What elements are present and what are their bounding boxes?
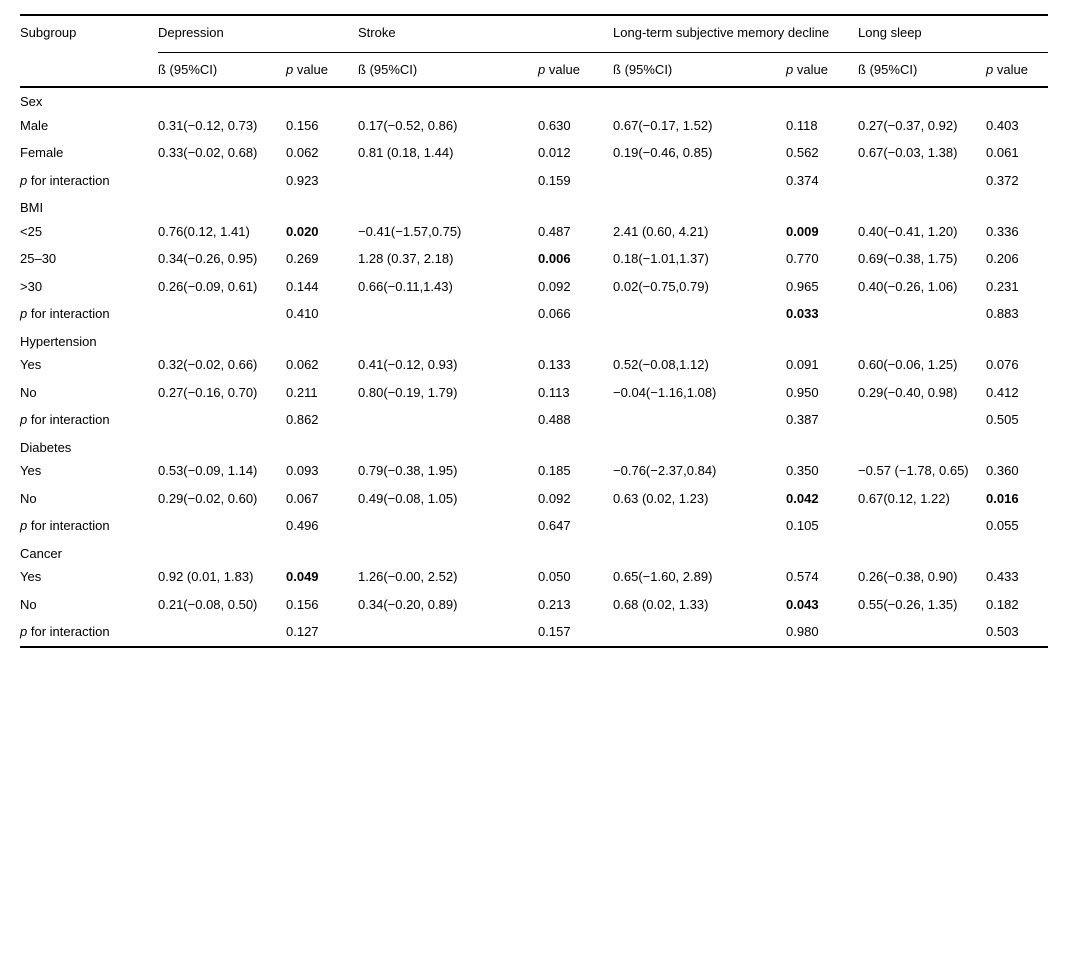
p-rest: value (545, 61, 580, 77)
col-header-beta-ci: ß (95%CI) (358, 52, 538, 87)
section-label: Diabetes (20, 439, 72, 455)
p-value-cell: 0.185 (538, 463, 571, 478)
p-value-cell: 0.055 (986, 518, 1019, 533)
table-row (20, 379, 1048, 407)
p-value-cell: 0.061 (986, 145, 1019, 160)
p-value-cell: 0.157 (538, 624, 571, 639)
section-label: BMI (20, 200, 44, 215)
p-value-cell: 0.042 (786, 490, 819, 506)
col-header-memory-decline: Long-term subjective memory decline (613, 15, 858, 52)
col-header-beta-ci: ß (95%CI) (613, 52, 786, 87)
p-italic: p (538, 61, 546, 77)
beta-ci-cell: 0.67(−0.03, 1.38) (858, 145, 958, 160)
p-value-cell: 0.156 (286, 117, 319, 133)
p-value-cell: 0.574 (786, 569, 819, 584)
p-value-cell: 0.503 (986, 624, 1019, 639)
beta-ci-cell (858, 300, 986, 328)
beta-ci-cell: 0.29(−0.02, 0.60) (158, 490, 258, 506)
section-row (20, 328, 1048, 352)
p-value-cell: 0.496 (286, 518, 319, 533)
p-italic: p (286, 61, 294, 77)
p-rest: value (793, 61, 828, 77)
p-value-cell: 0.009 (786, 223, 819, 239)
beta-ci-cell (358, 300, 538, 328)
p-italic: p (786, 61, 794, 77)
beta-ci-cell: 0.27(−0.16, 0.70) (158, 384, 258, 400)
p-value-cell: 0.372 (986, 172, 1019, 188)
beta-ci-cell (613, 167, 786, 195)
p-value-cell: 0.182 (986, 596, 1019, 612)
row-label: Yes (20, 463, 42, 478)
p-value-cell: 0.133 (538, 357, 571, 372)
table-row (20, 112, 1048, 140)
beta-ci-cell: 0.29(−0.40, 0.98) (858, 384, 958, 400)
p-value-cell: 0.033 (786, 306, 819, 321)
section-row (20, 540, 1048, 564)
row-label: >30 (20, 278, 43, 294)
beta-ci-cell: 0.27(−0.37, 0.92) (858, 117, 958, 133)
p-value-cell: 0.076 (986, 357, 1019, 372)
beta-ci-cell: −0.04(−1.16,1.08) (613, 384, 717, 400)
beta-ci-cell: 0.79(−0.38, 1.95) (358, 463, 458, 478)
p-value-cell: 0.269 (286, 251, 319, 266)
p-value-cell: 0.092 (538, 278, 571, 294)
table-row (20, 485, 1048, 513)
p-value-cell: 0.092 (538, 490, 571, 506)
p-value-cell: 0.488 (538, 412, 571, 427)
row-label: p for interaction (20, 172, 110, 188)
interaction-row (20, 512, 1048, 540)
beta-ci-cell: 0.66(−0.11,1.43) (358, 278, 453, 294)
p-value-cell: 0.374 (786, 172, 819, 188)
section-label: Sex (20, 94, 43, 109)
row-label: <25 (20, 223, 43, 239)
col-header-stroke: Stroke (358, 15, 613, 52)
section-row (20, 434, 1048, 458)
row-label: p for interaction (20, 624, 110, 639)
beta-ci-cell: 0.18(−1.01,1.37) (613, 251, 709, 266)
p-value-cell: 0.016 (986, 490, 1019, 506)
col-header-p-value (986, 52, 1048, 87)
p-value-cell: 0.105 (786, 518, 819, 533)
beta-ci-cell: 1.28 (0.37, 2.18) (358, 251, 454, 266)
beta-ci-cell: 0.21(−0.08, 0.50) (158, 596, 258, 612)
p-value-cell: 0.012 (538, 145, 571, 160)
p-value-cell: 0.144 (286, 278, 319, 294)
p-value-cell: 0.965 (786, 278, 819, 294)
beta-ci-cell (613, 618, 786, 647)
section-label: Hypertension (20, 333, 97, 349)
beta-ci-cell: 0.63 (0.02, 1.23) (613, 490, 709, 506)
table-row (20, 245, 1048, 273)
beta-ci-cell: 0.33(−0.02, 0.68) (158, 145, 258, 160)
section-row (20, 87, 1048, 112)
group-header-row (20, 15, 1048, 52)
beta-ci-cell (358, 512, 538, 540)
beta-ci-cell (613, 406, 786, 434)
col-header-p-value (286, 52, 358, 87)
beta-ci-cell (858, 618, 986, 647)
beta-ci-cell: 1.26(−0.00, 2.52) (358, 569, 458, 584)
table-body (20, 87, 1048, 647)
beta-ci-cell: 0.76(0.12, 1.41) (158, 223, 250, 239)
row-label: 25–30 (20, 251, 57, 266)
table-row (20, 457, 1048, 485)
beta-ci-cell: 0.41(−0.12, 0.93) (358, 357, 458, 372)
beta-ci-cell (613, 300, 786, 328)
table-row (20, 273, 1048, 301)
row-label: Yes (20, 569, 42, 584)
interaction-row (20, 618, 1048, 647)
p-value-cell: 0.980 (786, 624, 819, 639)
p-italic: p (986, 61, 994, 77)
beta-ci-cell (858, 406, 986, 434)
beta-ci-cell: 0.34(−0.20, 0.89) (358, 596, 458, 612)
table-row (20, 591, 1048, 619)
p-value-cell: 0.050 (538, 569, 571, 584)
beta-ci-cell (858, 512, 986, 540)
beta-ci-cell: 0.26(−0.09, 0.61) (158, 278, 258, 294)
beta-ci-cell (858, 167, 986, 195)
row-label: Male (20, 117, 49, 133)
p-value-cell: 0.883 (986, 306, 1019, 321)
beta-ci-cell: 0.34(−0.26, 0.95) (158, 251, 258, 266)
beta-ci-cell (358, 406, 538, 434)
p-value-cell: 0.647 (538, 518, 571, 533)
beta-ci-cell: −0.76(−2.37,0.84) (613, 463, 717, 478)
beta-ci-cell: 0.55(−0.26, 1.35) (858, 596, 958, 612)
p-value-cell: 0.093 (286, 463, 319, 478)
beta-ci-cell: 0.67(−0.17, 1.52) (613, 117, 713, 133)
row-label: Yes (20, 357, 42, 372)
beta-ci-cell: 0.32(−0.02, 0.66) (158, 357, 258, 372)
beta-ci-cell: −0.41(−1.57,0.75) (358, 223, 462, 239)
beta-ci-cell (613, 512, 786, 540)
p-value-cell: 0.387 (786, 412, 819, 427)
col-header-long-sleep: Long sleep (858, 15, 1048, 52)
row-label: No (20, 490, 37, 506)
beta-ci-cell: 0.52(−0.08,1.12) (613, 357, 709, 372)
beta-ci-cell (158, 300, 286, 328)
beta-ci-cell: 0.92 (0.01, 1.83) (158, 569, 254, 584)
sub-header-row (20, 52, 1048, 87)
beta-ci-cell: 0.31(−0.12, 0.73) (158, 117, 258, 133)
beta-ci-cell: 0.65(−1.60, 2.89) (613, 569, 713, 584)
interaction-row (20, 167, 1048, 195)
beta-ci-cell: −0.57 (−1.78, 0.65) (858, 463, 969, 478)
beta-ci-cell: 0.69(−0.38, 1.75) (858, 251, 958, 266)
interaction-row (20, 406, 1048, 434)
table-row (20, 351, 1048, 379)
row-label: p for interaction (20, 306, 110, 321)
p-value-cell: 0.206 (986, 251, 1019, 266)
beta-ci-cell (158, 406, 286, 434)
p-value-cell: 0.410 (286, 306, 319, 321)
p-value-cell: 0.360 (986, 463, 1019, 478)
p-value-cell: 0.350 (786, 463, 819, 478)
p-value-cell: 0.562 (786, 145, 819, 160)
p-value-cell: 0.062 (286, 357, 319, 372)
beta-ci-cell: 2.41 (0.60, 4.21) (613, 223, 709, 239)
p-value-cell: 0.043 (786, 596, 819, 612)
beta-ci-cell (358, 167, 538, 195)
p-value-cell: 0.862 (286, 412, 319, 427)
p-value-cell: 0.487 (538, 223, 571, 239)
interaction-row (20, 300, 1048, 328)
beta-ci-cell (158, 512, 286, 540)
p-value-cell: 0.127 (286, 624, 319, 639)
p-value-cell: 0.213 (538, 596, 571, 612)
p-value-cell: 0.433 (986, 569, 1019, 584)
p-value-cell: 0.006 (538, 251, 571, 266)
p-value-cell: 0.231 (986, 278, 1019, 294)
p-value-cell: 0.113 (538, 384, 570, 400)
p-value-cell: 0.091 (786, 357, 819, 372)
beta-ci-cell: 0.60(−0.06, 1.25) (858, 357, 958, 372)
table-row (20, 218, 1048, 246)
p-rest: value (993, 61, 1028, 77)
beta-ci-cell: 0.17(−0.52, 0.86) (358, 117, 458, 133)
p-value-cell: 0.118 (786, 117, 818, 133)
beta-ci-cell: 0.80(−0.19, 1.79) (358, 384, 458, 400)
col-header-beta-ci: ß (95%CI) (158, 52, 286, 87)
row-label: p for interaction (20, 518, 110, 533)
p-value-cell: 0.020 (286, 223, 319, 239)
row-label: No (20, 596, 37, 612)
beta-ci-cell (158, 167, 286, 195)
col-header-p-value (786, 52, 858, 87)
beta-ci-cell: 0.53(−0.09, 1.14) (158, 463, 258, 478)
p-value-cell: 0.062 (286, 145, 319, 160)
p-value-cell: 0.066 (538, 306, 571, 321)
p-value-cell: 0.049 (286, 569, 319, 584)
row-label: Female (20, 145, 64, 160)
p-value-cell: 0.403 (986, 117, 1019, 133)
beta-ci-cell: 0.26(−0.38, 0.90) (858, 569, 958, 584)
beta-ci-cell: 0.67(0.12, 1.22) (858, 490, 950, 506)
beta-ci-cell: 0.40(−0.41, 1.20) (858, 223, 958, 239)
beta-ci-cell: 0.49(−0.08, 1.05) (358, 490, 458, 506)
p-value-cell: 0.159 (538, 172, 571, 188)
p-value-cell: 0.067 (286, 490, 319, 506)
p-value-cell: 0.770 (786, 251, 819, 266)
beta-ci-cell (158, 618, 286, 647)
row-label: p for interaction (20, 412, 110, 427)
col-header-subgroup: Subgroup (20, 15, 158, 87)
table-row (20, 139, 1048, 167)
p-rest: value (293, 61, 328, 77)
col-header-depression: Depression (158, 15, 358, 52)
p-value-cell: 0.630 (538, 117, 571, 133)
p-value-cell: 0.923 (286, 172, 319, 188)
subgroup-analysis-table (20, 14, 1048, 648)
section-row (20, 194, 1048, 218)
p-value-cell: 0.336 (986, 223, 1019, 239)
beta-ci-cell (358, 618, 538, 647)
beta-ci-cell: 0.02(−0.75,0.79) (613, 278, 709, 294)
p-value-cell: 0.412 (986, 384, 1019, 400)
col-header-p-value (538, 52, 613, 87)
p-value-cell: 0.505 (986, 412, 1019, 427)
row-label: No (20, 384, 37, 400)
p-value-cell: 0.211 (286, 384, 318, 400)
beta-ci-cell: 0.40(−0.26, 1.06) (858, 278, 958, 294)
section-label: Cancer (20, 545, 62, 561)
table-head (20, 15, 1048, 87)
p-value-cell: 0.950 (786, 384, 819, 400)
beta-ci-cell: 0.68 (0.02, 1.33) (613, 596, 709, 612)
table-row (20, 563, 1048, 591)
beta-ci-cell: 0.81 (0.18, 1.44) (358, 145, 454, 160)
beta-ci-cell: 0.19(−0.46, 0.85) (613, 145, 713, 160)
p-value-cell: 0.156 (286, 596, 319, 612)
col-header-beta-ci: ß (95%CI) (858, 52, 986, 87)
